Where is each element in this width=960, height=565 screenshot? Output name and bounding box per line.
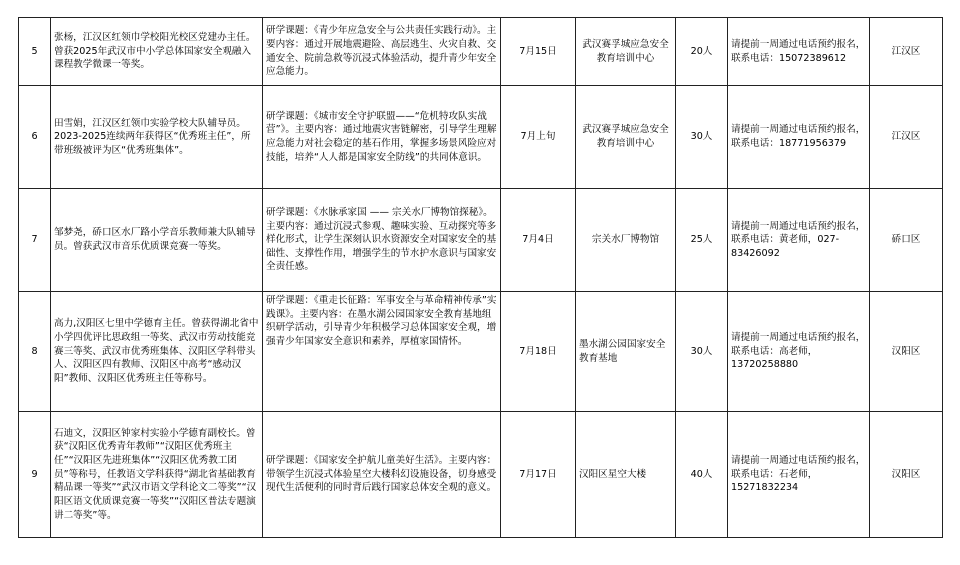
row-number: 9 (19, 412, 51, 538)
district-name: 江汉区 (870, 18, 943, 86)
activity-date: 7月15日 (501, 18, 576, 86)
table-row (19, 86, 943, 189)
table-row (19, 292, 943, 412)
district-name: 汉阳区 (870, 292, 943, 412)
instructor-info: 张杨，江汉区红领巾学校阳光校区党建办主任。曾获2025年武汉市中小学总体国家安全观融入课程教学微课一等奖。 (51, 18, 263, 86)
district-name: 硚口区 (870, 189, 943, 292)
study-topic: 研学课题：《重走长征路：军事安全与革命精神传承”实践课》。主要内容：在墨水湖公园国家安全教育基地组织研学活动，引导青少年积极学习总体国家安全观，增强青少年国家安全意识和素养，厚植家国情怀。 (263, 292, 501, 412)
district-name: 江汉区 (870, 86, 943, 189)
row-number: 6 (19, 86, 51, 189)
study-topic: 研学课题：《青少年应急安全与公共责任实践行动》。主要内容：通过开展地震避险、高层逃生、火灾自救、交通安全、院前急救等沉浸式体验活动，提升青少年安全应急能力。 (263, 18, 501, 86)
row-number: 8 (19, 292, 51, 412)
participant-count: 20人 (676, 18, 728, 86)
table-row (19, 189, 943, 292)
participant-count: 30人 (676, 86, 728, 189)
instructor-info: 石迪文，汉阳区钟家村实验小学德育副校长。曾获“汉阳区优秀青年教师”“汉阳区优秀班主任”“汉阳区先进班集体”“汉阳区优秀教工团员”等称号，任教语文学科获得“湖北省基础教育精品课一等奖”“武汉市语文学科论文二等奖”“汉阳区语文优质课竞赛一等奖”“汉阳区普法专题演讲二等奖”等。 (51, 412, 263, 538)
table-row (19, 18, 943, 86)
contact-info: 请提前一周通过电话预约报名，联系电话：高老师，13720258880 (728, 292, 870, 412)
contact-info: 请提前一周通过电话预约报名，联系电话：15072389612 (728, 18, 870, 86)
study-topic: 研学课题：《国家安全护航儿童美好生活》。主要内容：带领学生沉浸式体验星空大楼科幻设施设备，切身感受现代生活便利的同时背后践行国家总体安全观的意义。 (263, 412, 501, 538)
row-number: 7 (19, 189, 51, 292)
activity-venue: 宗关水厂博物馆 (576, 189, 676, 292)
activity-venue: 汉阳区星空大楼 (576, 412, 676, 538)
activity-date: 7月18日 (501, 292, 576, 412)
activity-date: 7月4日 (501, 189, 576, 292)
activity-venue: 武汉赛孚城应急安全教育培训中心 (576, 18, 676, 86)
study-topic: 研学课题：《水脉承家国 —— 宗关水厂博物馆探秘》。主要内容：通过沉浸式参观、趣味实验、互动探究等多样化形式，让学生深刻认识水资源安全对国家安全的基础性、支撑性作用，增强学生的节水护水意识与国家安全责任感。 (263, 189, 501, 292)
contact-info: 请提前一周通过电话预约报名，联系电话：黄老师，027-83426092 (728, 189, 870, 292)
activity-date: 7月17日 (501, 412, 576, 538)
contact-info: 请提前一周通过电话预约报名，联系电话：石老师，15271832234 (728, 412, 870, 538)
instructor-info: 高力,汉阳区七里中学德育主任。曾获得湖北省中小学四优评比思政组一等奖、武汉市劳动技能竞赛三等奖、武汉市优秀班集体、汉阳区学科带头人、汉阳区四有教师、汉阳区中高考“感动汉阳”教师、汉阳区优秀班主任等称号。 (51, 292, 263, 412)
participant-count: 30人 (676, 292, 728, 412)
instructor-info: 邹梦尧，硚口区水厂路小学音乐教师兼大队辅导员。曾获武汉市音乐优质课竞赛一等奖。 (51, 189, 263, 292)
district-name: 汉阳区 (870, 412, 943, 538)
row-number: 5 (19, 18, 51, 86)
schedule-table (18, 17, 943, 538)
activity-date: 7月上旬 (501, 86, 576, 189)
participant-count: 25人 (676, 189, 728, 292)
study-topic: 研学课题：《城市安全守护联盟——“危机特攻队实战营”》。主要内容：通过地震灾害链解密，引导学生理解应急能力对社会稳定的基石作用，掌握多场景风险应对技能，培养“人人都是国家安全防线”的共同体意识。 (263, 86, 501, 189)
contact-info: 请提前一周通过电话预约报名，联系电话：18771956379 (728, 86, 870, 189)
activity-venue: 武汉赛孚城应急安全教育培训中心 (576, 86, 676, 189)
participant-count: 40人 (676, 412, 728, 538)
instructor-info: 田雪娟，江汉区红领巾实验学校大队辅导员。2023-2025连续两年获得区“优秀班主任”，所带班级被评为区“优秀班集体”。 (51, 86, 263, 189)
table-row (19, 412, 943, 538)
activity-venue: 墨水湖公园国家安全教育基地 (576, 292, 676, 412)
